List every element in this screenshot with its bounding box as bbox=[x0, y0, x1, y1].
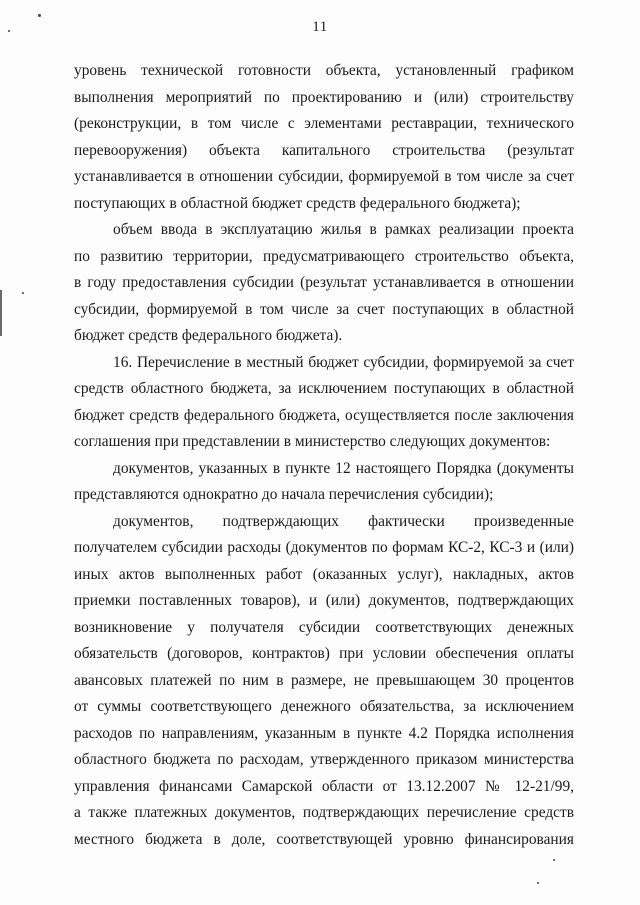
text-line: субсидии, формируемой в том числе за счет поступающих в областной bbox=[74, 300, 574, 318]
text-line: документов, указанных в пункте 12 настоящего Порядка (документы bbox=[113, 459, 574, 477]
scan-speck bbox=[537, 882, 539, 884]
text-line: перевооружения) объекта капитального строительства (результат bbox=[74, 141, 574, 159]
text-line: иных актов выполненных работ (оказанных услуг), накладных, актов bbox=[74, 565, 574, 583]
text-line: возникновение у получателя субсидии соответствующих денежных bbox=[74, 618, 574, 636]
scan-speck bbox=[38, 14, 41, 17]
scan-speck bbox=[8, 30, 10, 32]
text-line: расходов по направлениям, указанным в пункте 4.2 Порядка исполнения bbox=[74, 724, 574, 742]
text-line: средств областного бюджета, за исключением поступающих в областной bbox=[74, 380, 574, 397]
text-line: обязательств (договоров, контрактов) при условии обеспечения оплаты bbox=[74, 645, 574, 662]
text-line: бюджет средств федерального бюджета). bbox=[74, 327, 343, 344]
text-line: объем ввода в эксплуатацию жилья в рамках реализации проекта bbox=[113, 221, 574, 238]
document-body bbox=[74, 58, 574, 853]
text-line: 16. Перечисление в местный бюджет субсидии, формируемой за счет bbox=[113, 353, 574, 371]
scan-speck bbox=[22, 292, 24, 294]
scan-speck bbox=[553, 859, 555, 861]
text-line: приемки поставленных товаров), и (или) документов, подтверждающих bbox=[74, 592, 574, 609]
text-line: устанавливается в отношении субсидии, формируемой в том числе за счет bbox=[74, 168, 574, 185]
text-line: поступающих в областной бюджет средств федерального бюджета); bbox=[74, 194, 521, 212]
text-line: уровень технической готовности объекта, установленный графиком bbox=[74, 62, 574, 79]
scan-edge-mark bbox=[0, 290, 2, 336]
text-line: авансовых платежей по ним в размере, не превышающем 30 процентов bbox=[74, 671, 574, 689]
text-line: представляются однократно до начала перечисления субсидии); bbox=[74, 486, 494, 503]
text-line: бюджет средств федерального бюджета, осуществляется после заключения bbox=[74, 406, 574, 424]
text-line: по развитию территории, предусматривающего строительство объекта, bbox=[74, 247, 574, 265]
text-line: от суммы соответствующего денежного обязательства, за исключением bbox=[74, 698, 574, 715]
text-line: в году предоставления субсидии (результат устанавливается в отношении bbox=[74, 274, 574, 291]
text-line: управления финансами Самарской области от 13.12.2007 № 12-21/99, bbox=[74, 777, 574, 795]
text-line: (реконструкции, в том числе с элементами реставрации, технического bbox=[74, 115, 574, 132]
page-number: 11 bbox=[312, 19, 328, 35]
text-line: получателем субсидии расходы (документов по формам КС-2, КС-3 и (или) bbox=[74, 539, 574, 556]
text-line: областного бюджета по расходам, утвержденного приказом министерства bbox=[74, 751, 574, 768]
text-line: выполнения мероприятий по проектированию и (или) строительству bbox=[74, 88, 574, 106]
text-line: соглашения при представлении в министерство следующих документов: bbox=[74, 433, 551, 450]
text-line: местного бюджета в доле, соответствующей уровню финансирования bbox=[74, 830, 574, 848]
text-line: документов, подтверждающих фактически произведенные bbox=[113, 512, 574, 530]
text-line: а также платежных документов, подтверждающих перечисление средств bbox=[74, 804, 574, 821]
